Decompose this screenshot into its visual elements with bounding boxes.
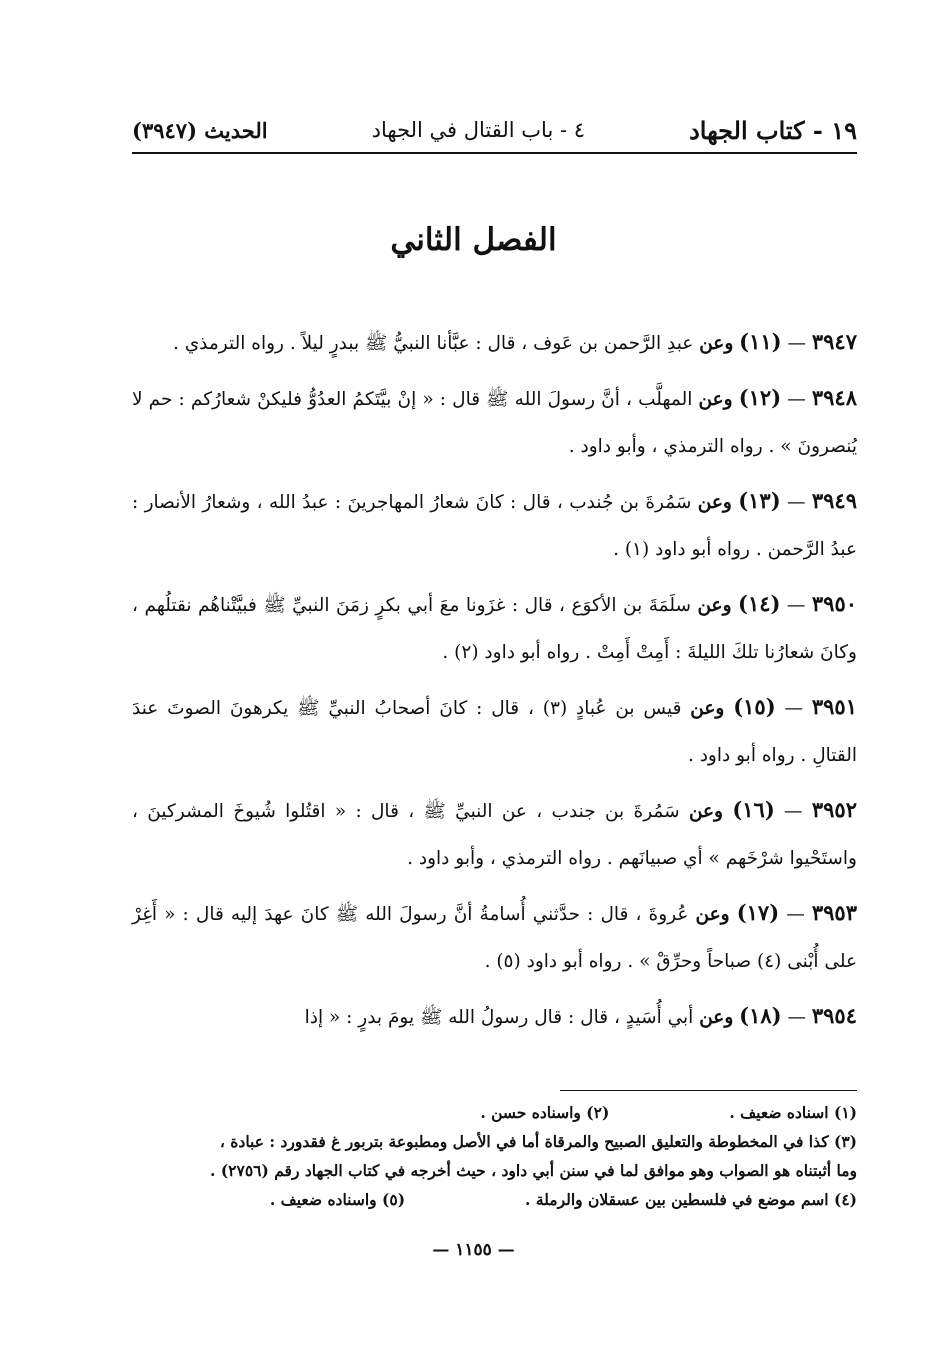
footnote-3-line-2: وما أثبتناه هو الصواب وهو موافق لما في سنن أبي داود ، حيث أخرجه في كتاب الجهاد رقم (٢٧٥٦) . (210, 1161, 857, 1180)
footnote-3-line-1: (٣) كذا في المخطوطة والتعليق الصبيح والمرقاة أما في الأصل ومطبوعة بتربور غ فقدورد : عبادة ، (219, 1132, 857, 1151)
section-title: الفصل الثاني (390, 222, 557, 258)
hadith-via: وعن (697, 491, 732, 513)
hadith-sub-number: (١٢) (738, 384, 782, 410)
hadith-text: عبدِ الرَّحمن بن عَوف ، قال : عبَّأنا النبيُّ ﷺ ببدرٍ ليلاً . رواه الترمذي . (172, 333, 694, 354)
hadith-text: سَمُرةَ بن جُندب ، قال : كانَ شعارُ المهاجرينَ : عبدُ الله ، وشعارُ الأنصار : عبدُ الرَّحمن . رواه أبو داود (١) . (132, 491, 857, 560)
hadith-number: ٣٩٤٧ (811, 329, 857, 354)
hadith-number: ٣٩٥٣ (811, 899, 857, 925)
hadith-entry: ٣٩٤٧ — (١١) وعن عبدِ الرَّحمن بن عَوف ، قال : عبَّأنا النبيُّ ﷺ ببدرٍ ليلاً . رواه الترمذي . (172, 329, 857, 354)
footnote-row (132, 1185, 857, 1214)
hadith-via: وعن (699, 1006, 734, 1028)
hadith-via: وعن (699, 333, 734, 354)
hadith-list (132, 318, 857, 1047)
hadith-entry: ٣٩٤٨ — (١٢) وعن المهلَّب ، أنَّ رسولَ الله ﷺ قال : « إنْ بيَّتَكمُ العدُوُّ فليكنْ شعارُكم : حم لا يُنصرونَ » . رواه الترمذي ، وأبو داود . (132, 384, 857, 457)
hadith-entry: ٣٩٥٢ — (١٦) وعن سَمُرةَ بن جندب ، عن النبيِّ ﷺ ، قال : « اقتُلوا شُيوخَ المشركينَ ، واستَحْيوا شرْخَهم » أي صبيانَهم . رواه الترمذي ، وأبو داود . (132, 796, 857, 869)
hadith-text: أبي أُسَيدٍ ، قال : قال رسولُ الله ﷺ يومَ بدرٍ : « إذا (304, 1006, 694, 1028)
footnotes (132, 1098, 857, 1214)
hadith-number: ٣٩٥٤ (811, 1002, 857, 1028)
header-book-title: ١٩ - كتاب الجهاد (689, 115, 857, 145)
hadith-sub-number: (١٤) (738, 590, 781, 616)
hadith-entry: ٣٩٤٩ — (١٣) وعن سَمُرةَ بن جُندب ، قال : كانَ شعارُ المهاجرينَ : عبدُ الله ، وشعارُ الأنصار : عبدُ الرَّحمن . رواه أبو داود (١) . (132, 487, 857, 560)
header-hadith-reference: الحديث (٣٩٤٧) (132, 117, 268, 143)
hadith-via: وعن (695, 903, 730, 925)
footnote-5: (٥) واسناده ضعيف . (269, 1190, 406, 1209)
hadith-sub-number: (١٦) (732, 796, 775, 822)
running-header (132, 108, 857, 154)
footnote-row (132, 1098, 857, 1127)
hadith-text: المهلَّب ، أنَّ رسولَ الله ﷺ قال : « إنْ بيَّتَكمُ العدُوُّ فليكنْ شعارُكم : حم لا يُنصرونَ » . رواه الترمذي ، وأبو داود . (132, 388, 857, 457)
header-chapter-title: ٤ - باب القتال في الجهاد (371, 118, 586, 142)
hadith-entry: ٣٩٥٣ — (١٧) وعن عُروةَ ، قال : حدَّثني أُسامةُ أنَّ رسولَ الله ﷺ كانَ عهدَ إليه قال : « أَغِرْ على أُبْنى (٤) صباحاً وحرِّقْ » . رواه أبو داود (٥) . (132, 899, 857, 972)
hadith-text: سَمُرةَ بن جندب ، عن النبيِّ ﷺ ، قال : « اقتُلوا شُيوخَ المشركينَ ، واستَحْيوا شرْخَهم » أي صبيانَهم . رواه الترمذي ، وأبو داود . (132, 800, 857, 869)
hadith-sub-number: (١٥) (733, 693, 776, 719)
hadith-sub-number: (١٣) (738, 487, 781, 513)
hadith-via: وعن (698, 388, 733, 410)
hadith-via: وعن (690, 697, 725, 719)
hadith-number: ٣٩٤٨ (811, 384, 857, 410)
hadith-text: سلَمَةَ بن الأكوَع ، قال : غزَونا معَ أبي بكرٍ زمَنَ النبيِّ ﷺ فبيَّتْناهُم نقتلُهم ، وكانَ شعارُنا تلكَ الليلةَ : أَمِتْ أَمِتْ . رواه أبو داود (٢) . (132, 594, 857, 663)
hadith-entry: ٣٩٥١ — (١٥) وعن قيس بن عُبادٍ (٣) ، قال : كانَ أصحابُ النبيِّ ﷺ يكرهونَ الصوتَ عندَ القتالِ . رواه أبو داود . (132, 693, 857, 766)
hadith-text: عُروةَ ، قال : حدَّثني أُسامةُ أنَّ رسولَ الله ﷺ كانَ عهدَ إليه قال : « أَغِرْ على أُبْنى (٤) صباحاً وحرِّقْ » . رواه أبو داود (٥) . (132, 903, 857, 972)
hadith-number: ٣٩٥١ (811, 693, 857, 719)
hadith-number: ٣٩٤٩ (811, 487, 857, 513)
hadith-sub-number: (١٧) (736, 899, 780, 925)
hadith-text: قيس بن عُبادٍ (٣) ، قال : كانَ أصحابُ النبيِّ ﷺ يكرهونَ الصوتَ عندَ القتالِ . رواه أبو داود . (132, 697, 857, 766)
footnote-4: (٤) اسم موضع في فلسطين بين عسقلان والرملة . (525, 1190, 857, 1209)
hadith-via: وعن (688, 800, 723, 822)
hadith-via: وعن (697, 594, 732, 616)
footnote-1: (١) اسناده ضعيف . (729, 1103, 857, 1122)
footnote-divider (560, 1090, 857, 1091)
page-number: — ١١٥٥ — (432, 1240, 515, 1260)
hadith-number: ٣٩٥٢ (811, 796, 857, 822)
hadith-number: ٣٩٥٠ (811, 590, 858, 616)
hadith-sub-number: (١١) (739, 329, 782, 354)
footnote-2: (٢) واسناده حسن . (480, 1103, 610, 1122)
hadith-sub-number: (١٨) (739, 1002, 782, 1028)
hadith-entry: ٣٩٥٤ — (١٨) وعن أبي أُسَيدٍ ، قال : قال رسولُ الله ﷺ يومَ بدرٍ : « إذا (304, 1002, 857, 1028)
hadith-entry: ٣٩٥٠ — (١٤) وعن سلَمَةَ بن الأكوَع ، قال : غزَونا معَ أبي بكرٍ زمَنَ النبيِّ ﷺ فبيَّتْناهُم نقتلُهم ، وكانَ شعارُنا تلكَ الليلةَ : أَمِتْ أَمِتْ . رواه أبو داود (٢) . (132, 590, 858, 663)
